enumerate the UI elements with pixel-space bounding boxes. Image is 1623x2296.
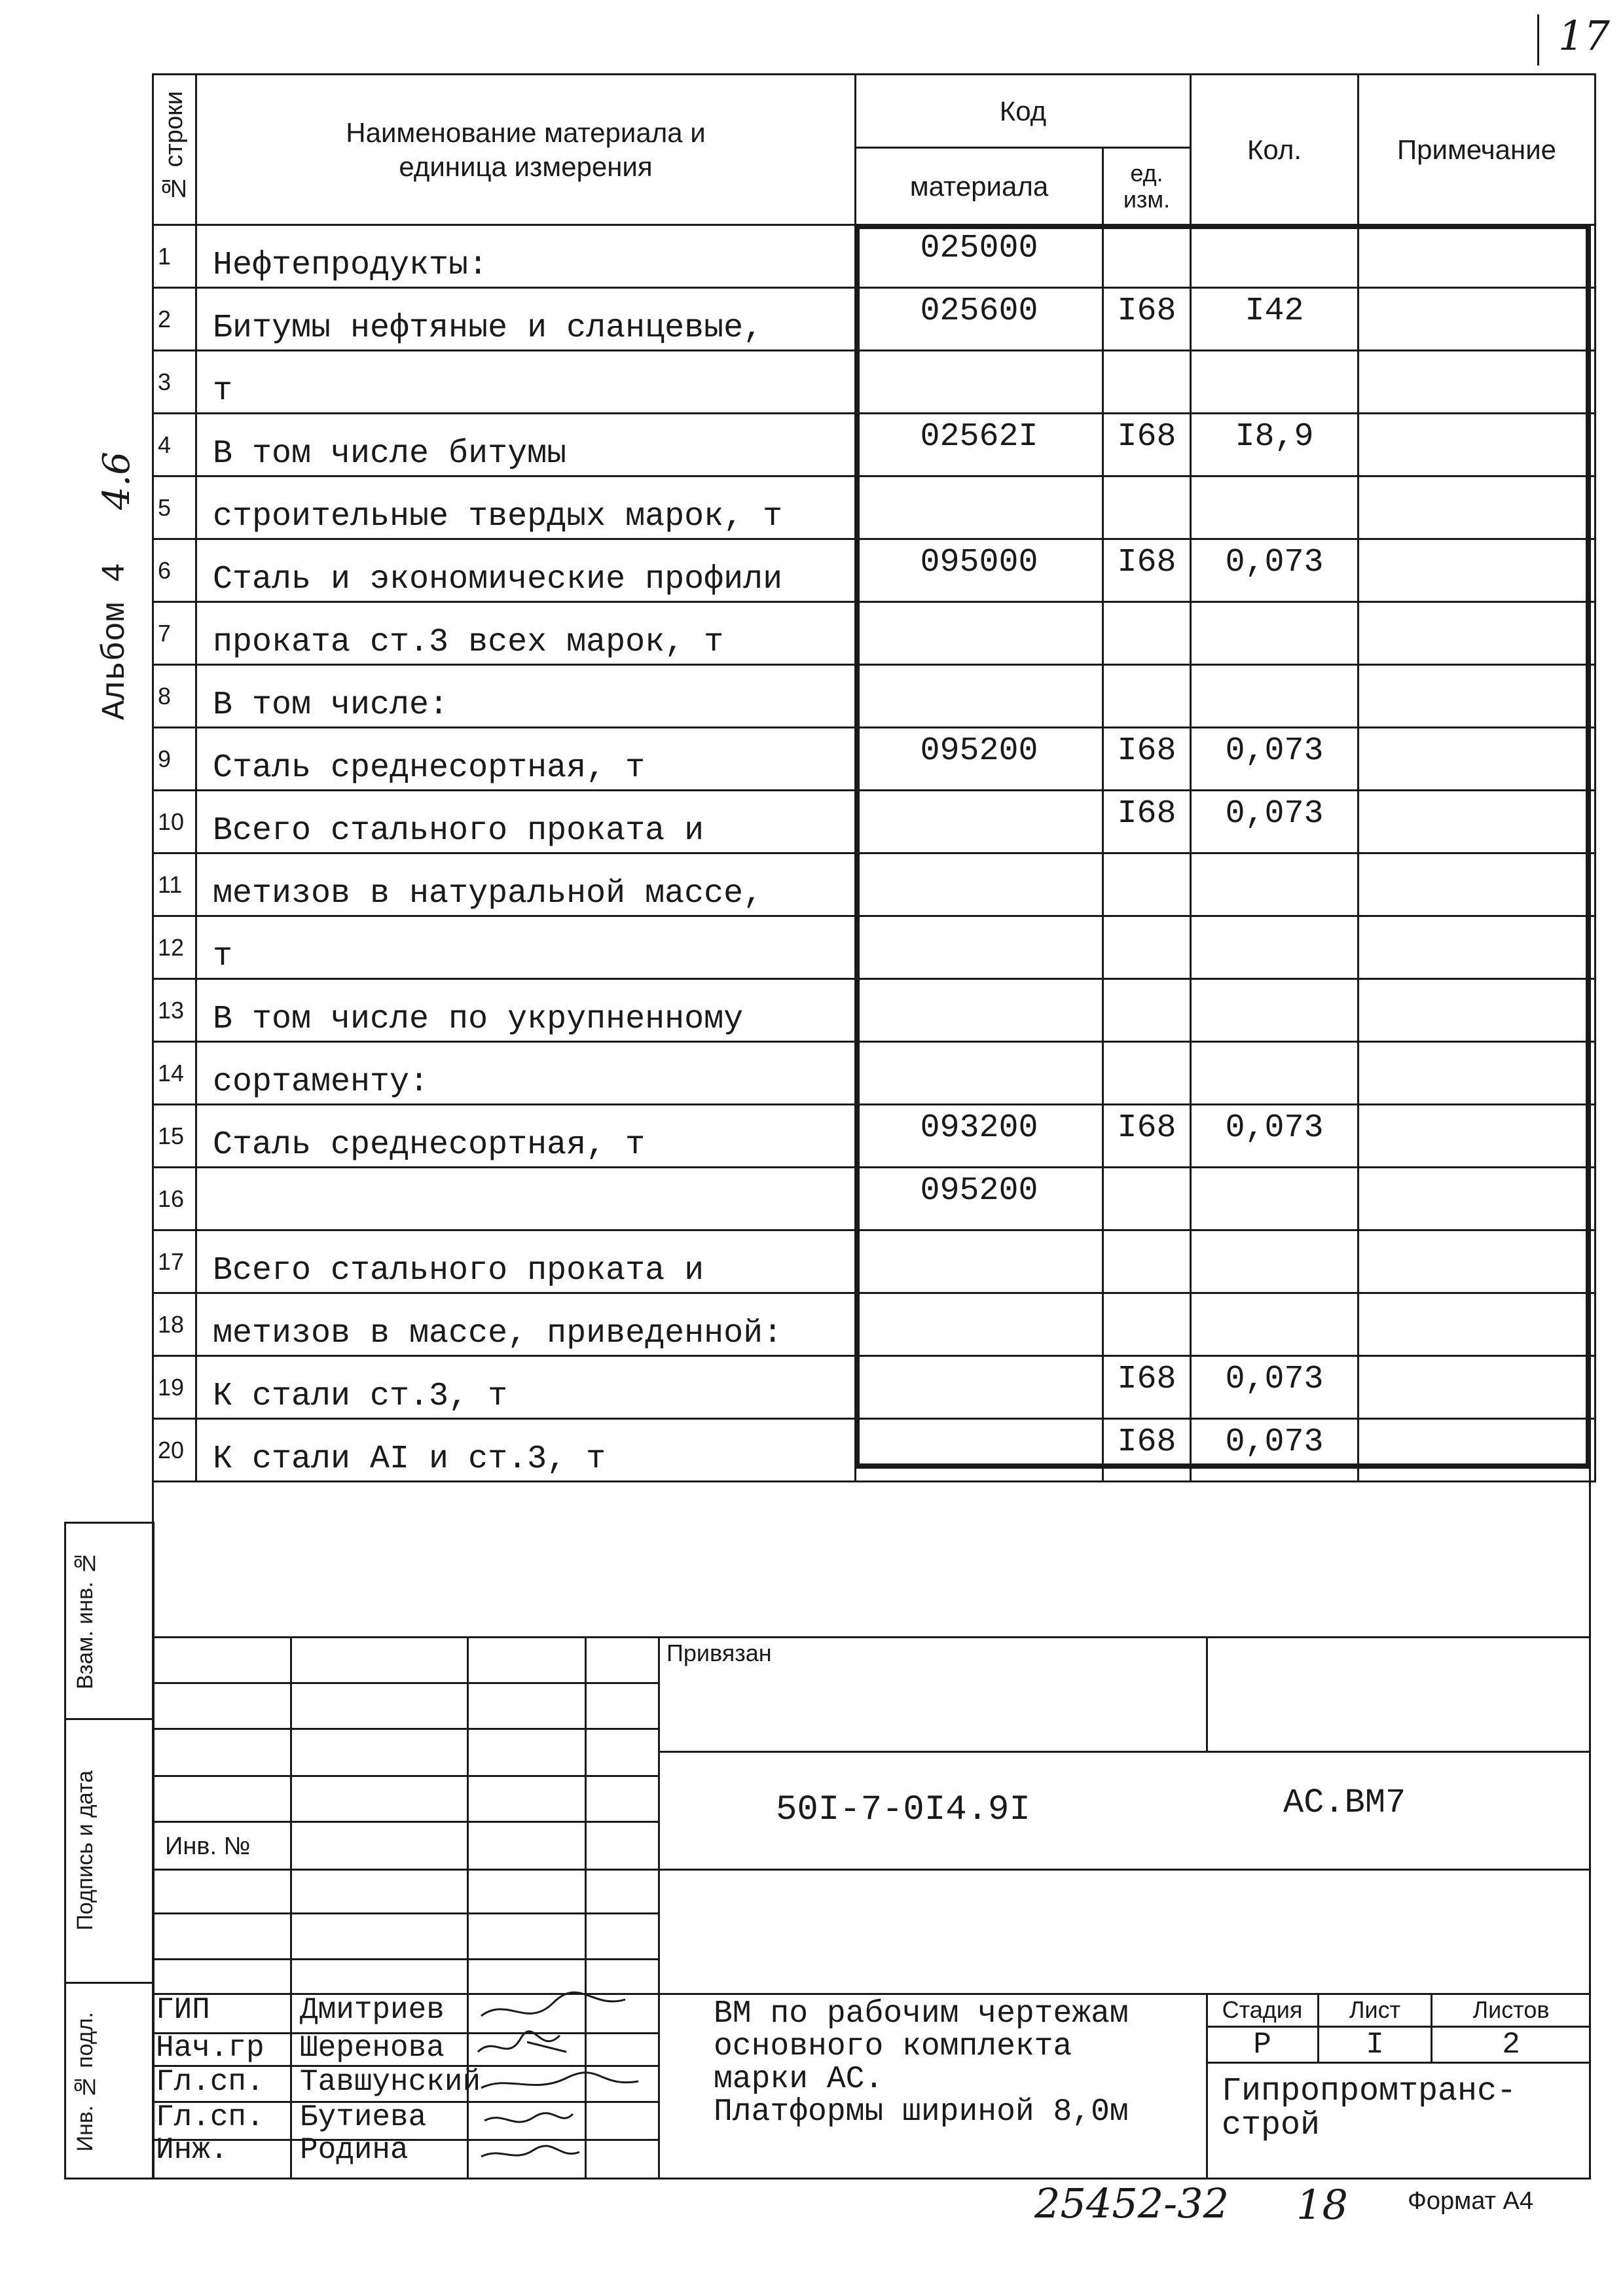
- data-area-frame: [854, 224, 1591, 1469]
- quantity: 0,073: [1191, 539, 1359, 602]
- tb-hline-5: [152, 1869, 659, 1871]
- row-number: 20: [153, 1419, 196, 1482]
- quantity: 0,073: [1191, 791, 1359, 853]
- tb-hline-6: [152, 1912, 659, 1914]
- unit-code: I68: [1103, 1356, 1191, 1419]
- quantity: I8,9: [1191, 414, 1359, 476]
- staff-role-1: ГИП: [156, 1993, 210, 2027]
- description-line-1: ВМ по рабочим чертежам: [714, 1996, 1129, 2032]
- side-vzam-inv: Взам. инв. №: [72, 1550, 98, 1690]
- side-stamp-divider-2: [64, 1982, 155, 1984]
- row-number: 13: [153, 979, 196, 1042]
- quantity: 0,073: [1191, 1105, 1359, 1168]
- signatures: [468, 1990, 665, 2179]
- material-code: 02562I: [856, 414, 1103, 476]
- stage-label: Стадия: [1222, 1996, 1303, 2023]
- album-label-box: [92, 452, 144, 766]
- material-code: 025600: [856, 288, 1103, 351]
- album-label: Альбом 4: [97, 563, 134, 721]
- tb-stage-vline-2: [1431, 1993, 1432, 2062]
- organization-line-2: строй: [1222, 2107, 1321, 2144]
- inv-no-label: Инв. №: [165, 1833, 251, 1860]
- unit-code: I68: [1103, 414, 1191, 476]
- unit-code: I68: [1103, 728, 1191, 791]
- row-number: 15: [153, 1105, 196, 1168]
- material-code: 095000: [856, 539, 1103, 602]
- staff-role-2: Нач.гр: [156, 2031, 264, 2065]
- staff-role-4: Гл.сп.: [156, 2100, 264, 2134]
- material-name: В том числе по укрупненному: [196, 979, 856, 1042]
- unit-code: I68: [1103, 791, 1191, 853]
- staff-role-5: Инж.: [156, 2133, 228, 2167]
- side-vzam-box: [69, 1525, 101, 1715]
- tb-code-bottom: [658, 1869, 1591, 1871]
- tb-vline-1: [290, 1636, 292, 2179]
- format-label: Формат А4: [1408, 2187, 1534, 2215]
- row-number: 10: [153, 791, 196, 853]
- material-name: Сталь среднесортная, т: [196, 728, 856, 791]
- archive-sheet: 18: [1296, 2181, 1348, 2229]
- staff-name-5: Родина: [300, 2133, 409, 2167]
- material-name: строительные твердых марок, т: [196, 476, 856, 539]
- privyazan-divider: [1206, 1636, 1208, 1751]
- material-name: Нефтепродукты:: [196, 225, 856, 288]
- row-number: 19: [153, 1356, 196, 1419]
- staff-name-2: Шеренова: [300, 2031, 445, 2065]
- material-name: К стали АI и ст.3, т: [196, 1419, 856, 1482]
- tb-code-top: [658, 1751, 1591, 1753]
- stage-value: Р: [1253, 2028, 1271, 2062]
- row-number: 18: [153, 1293, 196, 1356]
- sheet-label: Лист: [1349, 1996, 1401, 2023]
- material-code: 093200: [856, 1105, 1103, 1168]
- row-number: 3: [153, 351, 196, 414]
- organization: [1222, 2075, 1516, 2143]
- material-name: В том числе:: [196, 665, 856, 728]
- row-number: 1: [153, 225, 196, 288]
- material-name: метизов в натуральной массе,: [196, 853, 856, 916]
- material-name: [196, 1168, 856, 1230]
- row-number: 5: [153, 476, 196, 539]
- description-line-4: Платформы шириной 8,0м: [714, 2094, 1129, 2130]
- material-name: сортаменту:: [196, 1042, 856, 1105]
- tb-hline-7: [152, 1958, 659, 1960]
- quantity: 0,073: [1191, 728, 1359, 791]
- page-number-rule: [1537, 14, 1539, 65]
- material-name: Битумы нефтяные и сланцевые,: [196, 288, 856, 351]
- tb-stage-hline-2: [1206, 2062, 1591, 2064]
- row-number: 8: [153, 665, 196, 728]
- material-name: Сталь и экономические профили: [196, 539, 856, 602]
- row-number: 6: [153, 539, 196, 602]
- material-name: Всего стального проката и: [196, 1230, 856, 1293]
- tb-hline-1: [152, 1682, 659, 1684]
- material-name: т: [196, 916, 856, 979]
- privyazan-label: Привязан: [666, 1640, 772, 1666]
- material-name: т: [196, 351, 856, 414]
- doc-code: 50I-7-0I4.9I: [776, 1790, 1030, 1830]
- quantity: 0,073: [1191, 1419, 1359, 1482]
- side-stamp-divider-1: [64, 1718, 155, 1720]
- description: [714, 1998, 1129, 2128]
- qty-header: Кол.: [1191, 75, 1359, 225]
- material-name: К стали ст.3, т: [196, 1356, 856, 1419]
- sheets-label: Листов: [1472, 1996, 1550, 2023]
- unit-code: I68: [1103, 288, 1191, 351]
- note-header: Примечание: [1359, 75, 1596, 225]
- tb-hline-3: [152, 1775, 659, 1777]
- row-number: 14: [153, 1042, 196, 1105]
- description-line-3: марки АС.: [714, 2062, 884, 2097]
- staff-name-1: Дмитриев: [300, 1993, 445, 2027]
- code-material-header: материала: [856, 148, 1103, 225]
- name-header: Наименование материала и единица измерения: [196, 75, 856, 225]
- row-number: 12: [153, 916, 196, 979]
- tb-desc-right: [1206, 1993, 1208, 2179]
- album-volume: 4.6: [96, 452, 138, 511]
- staff-role-3: Гл.сп.: [156, 2065, 264, 2099]
- tb-hline-4: [152, 1821, 659, 1823]
- description-line-2: основного комплекта: [714, 2029, 1072, 2064]
- staff-name-3: Тавшунский: [300, 2065, 481, 2099]
- doc-mark: АС.ВМ7: [1283, 1784, 1406, 1822]
- tb-hline-2: [152, 1728, 659, 1730]
- quantity: 0,073: [1191, 1356, 1359, 1419]
- side-podpis-data: Подпись и дата: [72, 1770, 98, 1931]
- material-code: 025000: [856, 225, 1103, 288]
- row-number: 11: [153, 853, 196, 916]
- row-no-header: № строки: [153, 75, 196, 225]
- material-name: В том числе битумы: [196, 414, 856, 476]
- material-name: метизов в массе, приведенной:: [196, 1293, 856, 1356]
- row-number: 17: [153, 1230, 196, 1293]
- archive-number: 25452-32: [1034, 2179, 1230, 2227]
- tb-desc-top: [658, 1993, 1591, 1995]
- material-name: проката ст.3 всех марок, т: [196, 602, 856, 665]
- row-number: 4: [153, 414, 196, 476]
- staff-name-4: Бутиева: [300, 2100, 427, 2134]
- code-unit-header: ед. изм.: [1103, 148, 1191, 225]
- quantity: I42: [1191, 288, 1359, 351]
- organization-line-1: Гипропромтранс-: [1222, 2073, 1517, 2110]
- row-number: 16: [153, 1168, 196, 1230]
- material-name: Всего стального проката и: [196, 791, 856, 853]
- side-inv-podl-box: [69, 1985, 101, 2178]
- unit-code: I68: [1103, 1105, 1191, 1168]
- unit-code: I68: [1103, 1419, 1191, 1482]
- material-code: 095200: [856, 1168, 1103, 1230]
- material-name: Сталь среднесортная, т: [196, 1105, 856, 1168]
- unit-code: I68: [1103, 539, 1191, 602]
- side-inv-podl: Инв. № подл.: [72, 2011, 98, 2152]
- sheets-value: 2: [1502, 2028, 1520, 2062]
- material-code: 095200: [856, 728, 1103, 791]
- code-header: Код: [856, 75, 1191, 148]
- row-number: 2: [153, 288, 196, 351]
- sheet-value: I: [1366, 2028, 1384, 2062]
- row-number: 9: [153, 728, 196, 791]
- side-podpis-box: [69, 1721, 101, 1980]
- page-number: 17: [1558, 12, 1610, 60]
- row-number: 7: [153, 602, 196, 665]
- tb-stage-vline-1: [1317, 1993, 1319, 2062]
